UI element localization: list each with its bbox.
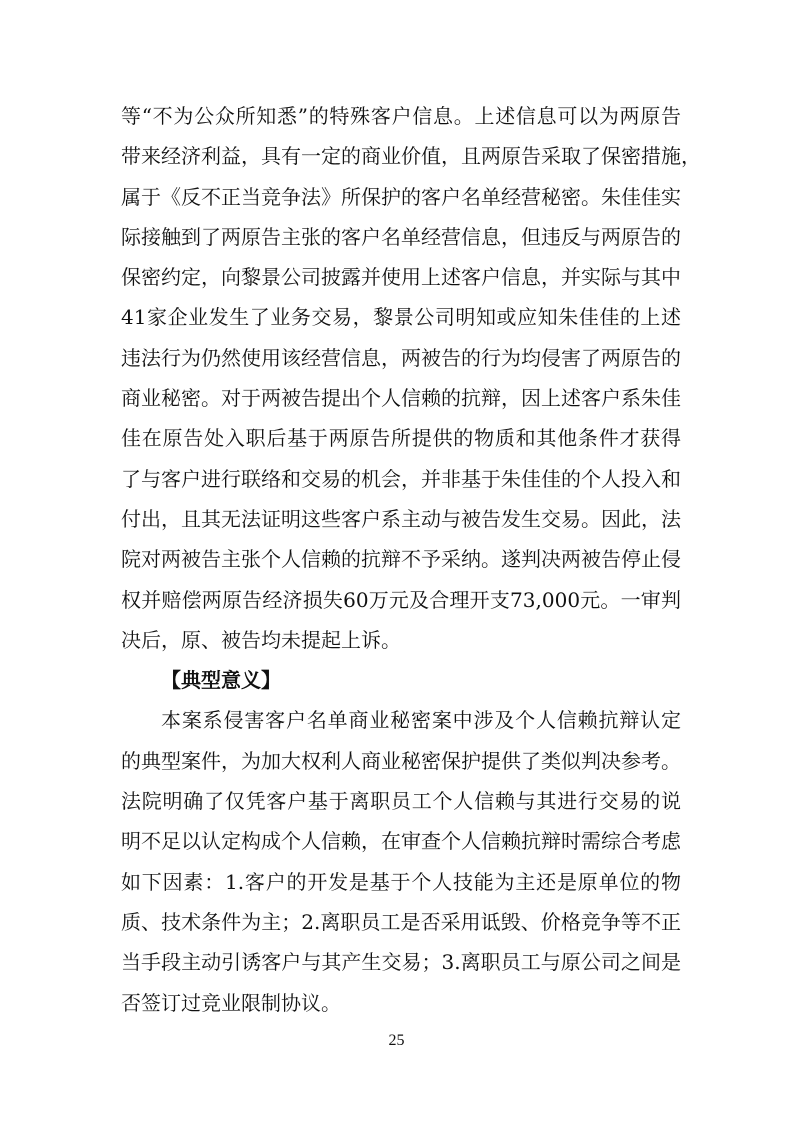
text-line: 等“不为公众所知悉”的特殊客户信息。上述信息可以为两原告 — [121, 104, 681, 128]
text-line: 的典型案件，为加大权利人商业秘密保护提供了类似判决参考。 — [121, 748, 681, 773]
text-line: 佳在原告处入职后基于两原告所提供的物质和其他条件才获得 — [121, 426, 681, 451]
body-text — [121, 96, 701, 1023]
text-line: 付出，且其无法证明这些客户系主动与被告发生交易。因此，法 — [121, 506, 681, 531]
text-line: 41家企业发生了业务交易，黎景公司明知或应知朱佳佳的上述 — [121, 305, 681, 330]
text-line: 属于《反不正当竞争法》所保护的客户名单经营秘密。朱佳佳实 — [121, 184, 681, 209]
text-line: 际接触到了两原告主张的客户名单经营信息，但违反与两原告的 — [121, 224, 681, 249]
text-line: 了与客户进行联络和交易的机会，并非基于朱佳佳的个人投入和 — [121, 466, 681, 491]
text-line: 院对两被告主张个人信赖的抗辩不予采纳。遂判决两被告停止侵 — [121, 547, 681, 572]
text-line: 当手段主动引诱客户与其产生交易；3.离职员工与原公司之间是 — [121, 950, 681, 975]
text-line: 否签订过竞业限制协议。 — [121, 990, 341, 1015]
text-line: 质、技术条件为主；2.离职员工是否采用诋毁、价格竞争等不正 — [121, 909, 681, 934]
paragraph-typical-significance — [121, 700, 681, 1022]
text-line: 决后，原、被告均未提起上诉。 — [121, 627, 401, 652]
text-line: 明不足以认定构成个人信赖，在审查个人信赖抗辩时需综合考虑 — [121, 829, 681, 854]
text-line: 权并赔偿两原告经济损失60万元及合理开支73,000元。一审判 — [121, 587, 681, 612]
text-line: 法院明确了仅凭客户基于离职员工个人信赖与其进行交易的说 — [121, 789, 681, 814]
text-line: 带来经济利益，具有一定的商业价值，且两原告采取了保密措施， — [121, 144, 701, 169]
text-line: 如下因素：1.客户的开发是基于个人技能为主还是原单位的物 — [121, 869, 681, 894]
text-line: 本案系侵害客户名单商业秘密案中涉及个人信赖抗辩认定 — [161, 708, 681, 733]
paragraph-case-reasoning — [121, 96, 701, 660]
section-heading: 【典型意义】 — [161, 668, 281, 693]
page-number: 25 — [388, 1032, 405, 1049]
text-line: 保密约定，向黎景公司披露并使用上述客户信息，并实际与其中 — [121, 265, 681, 290]
text-line: 商业秘密。对于两被告提出个人信赖的抗辩，因上述客户系朱佳 — [121, 386, 681, 411]
text-line: 违法行为仍然使用该经营信息，两被告的行为均侵害了两原告的 — [121, 345, 681, 370]
